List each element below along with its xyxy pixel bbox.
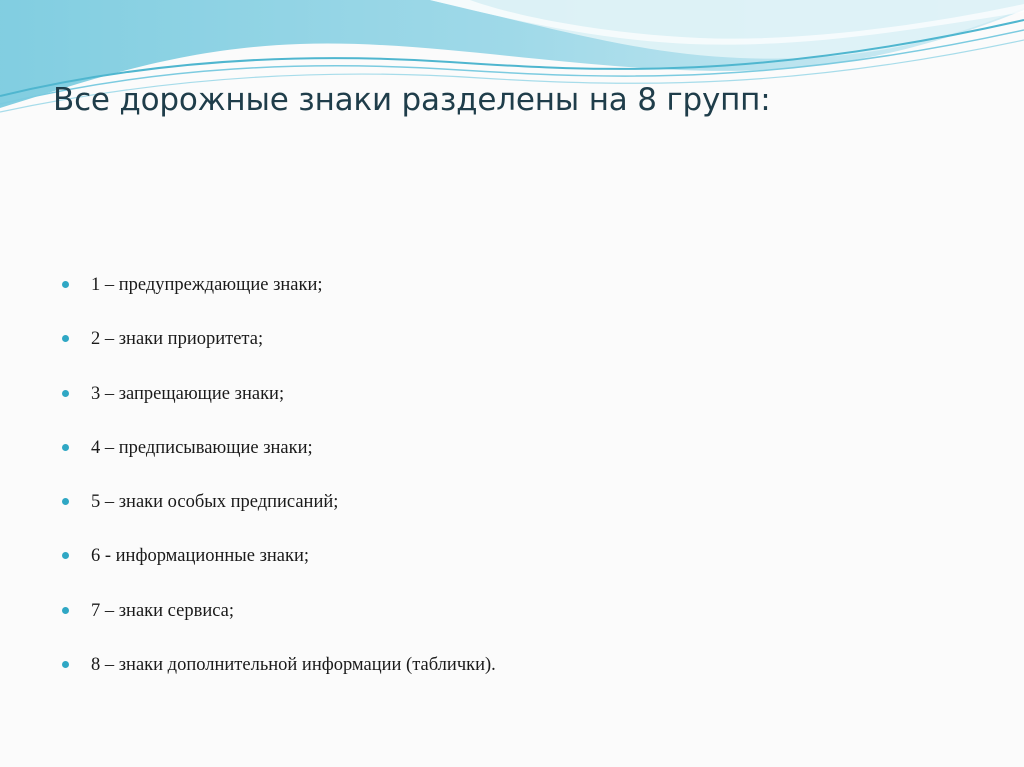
list-item-text: 5 – знаки особых предписаний; — [91, 492, 339, 513]
group-list — [62, 270, 496, 704]
bullet-icon — [62, 498, 69, 505]
list-item — [62, 487, 496, 541]
list-item-text: 2 – знаки приоритета; — [91, 329, 264, 350]
list-item-text: 1 – предупреждающие знаки; — [91, 275, 323, 295]
list-item — [62, 379, 496, 433]
list-item — [62, 650, 496, 704]
bullet-icon — [62, 444, 69, 451]
list-item-text: 3 – запрещающие знаки; — [91, 383, 285, 404]
bullet-icon — [62, 281, 69, 288]
list-item — [62, 541, 496, 595]
list-item-text: 6 - информационные знаки; — [91, 546, 310, 567]
list-item — [62, 433, 496, 487]
bullet-icon — [62, 552, 69, 559]
list-item — [62, 270, 496, 324]
bullet-icon — [62, 661, 69, 668]
list-item — [62, 324, 496, 378]
bullet-icon — [62, 607, 69, 614]
bullet-icon — [62, 335, 69, 342]
list-item-text: 8 – знаки дополнительной информации (таблички). — [91, 655, 496, 676]
slide-title: Все дорожные знаки разделены на 8 групп: — [53, 82, 771, 118]
list-item — [62, 596, 496, 650]
list-item-text: 7 – знаки сервиса; — [91, 600, 235, 621]
list-item-text: 4 – предписывающие знаки; — [91, 437, 313, 458]
bullet-icon — [62, 390, 69, 397]
